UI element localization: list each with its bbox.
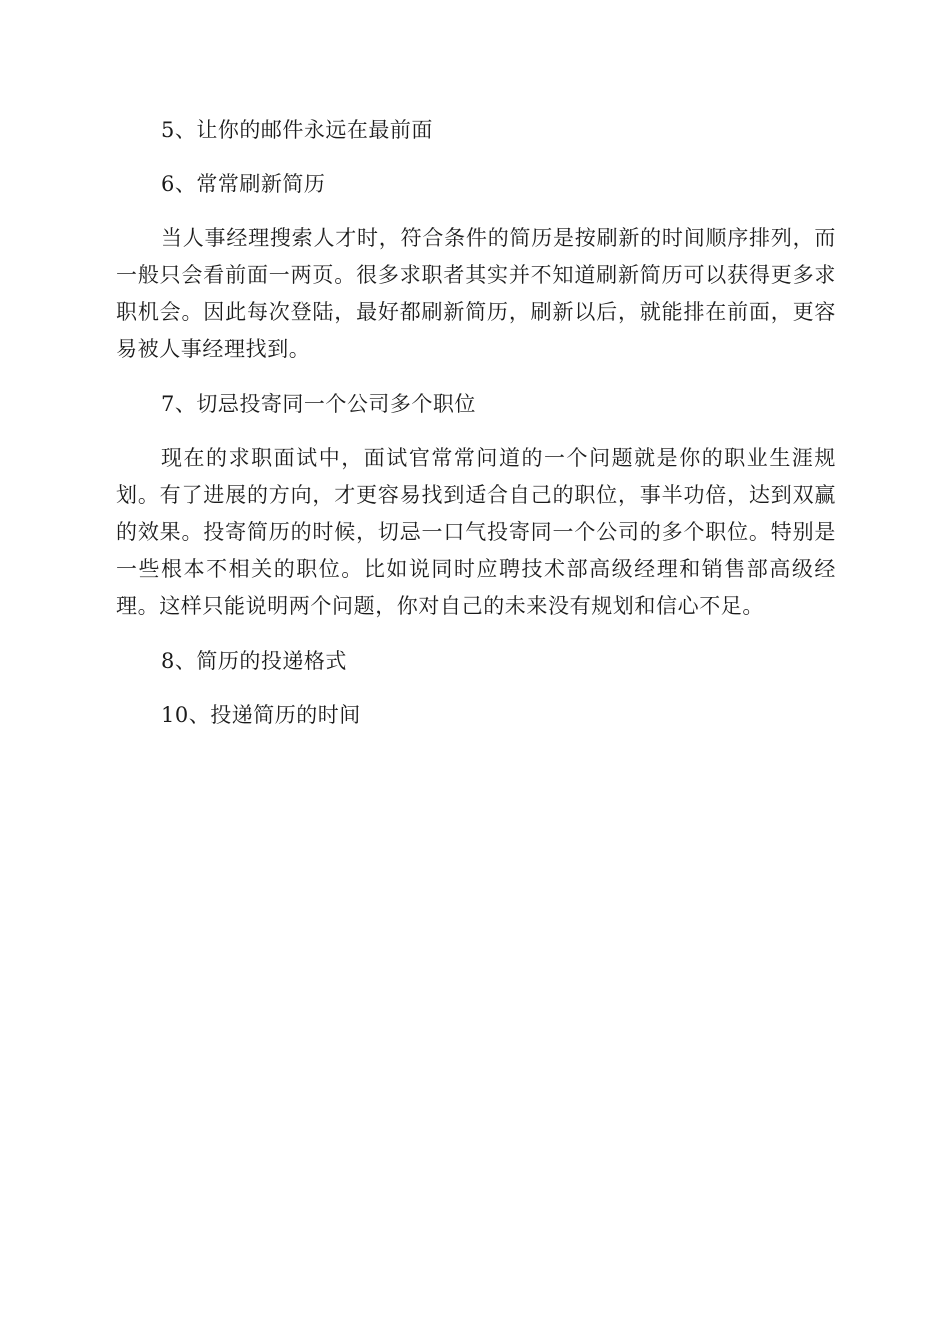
paragraph-multiple-positions: 现在的求职面试中，面试官常常问道的一个问题就是你的职业生涯规划。有了进展的方向，才更容易找到适合自己的职位，事半功倍，达到双赢的效果。投寄简历的时候，切忌一口气投寄同一个公司的多个职位。特别是一些根本不相关的职位。比如说同时应聘技术部高级经理和销售部高级经理。这样只能说明两个问题，你对自己的未来没有规划和信心不足。 — [116, 446, 836, 618]
section-heading-7: 7、切忌投寄同一个公司多个职位 — [161, 392, 476, 416]
section-heading-8: 8、简历的投递格式 — [161, 649, 347, 673]
section-heading-6: 6、常常刷新简历 — [161, 172, 326, 196]
document-body — [116, 112, 836, 751]
section-heading-5: 5、让你的邮件永远在最前面 — [161, 118, 433, 142]
section-heading-10: 10、投递简历的时间 — [161, 703, 361, 727]
paragraph-refresh-resume: 当人事经理搜索人才时，符合条件的简历是按刷新的时间顺序排列，而一般只会看前面一两页。很多求职者其实并不知道刷新简历可以获得更多求职机会。因此每次登陆，最好都刷新简历，刷新以后，就能排在前面，更容易被人事经理找到。 — [116, 226, 836, 361]
